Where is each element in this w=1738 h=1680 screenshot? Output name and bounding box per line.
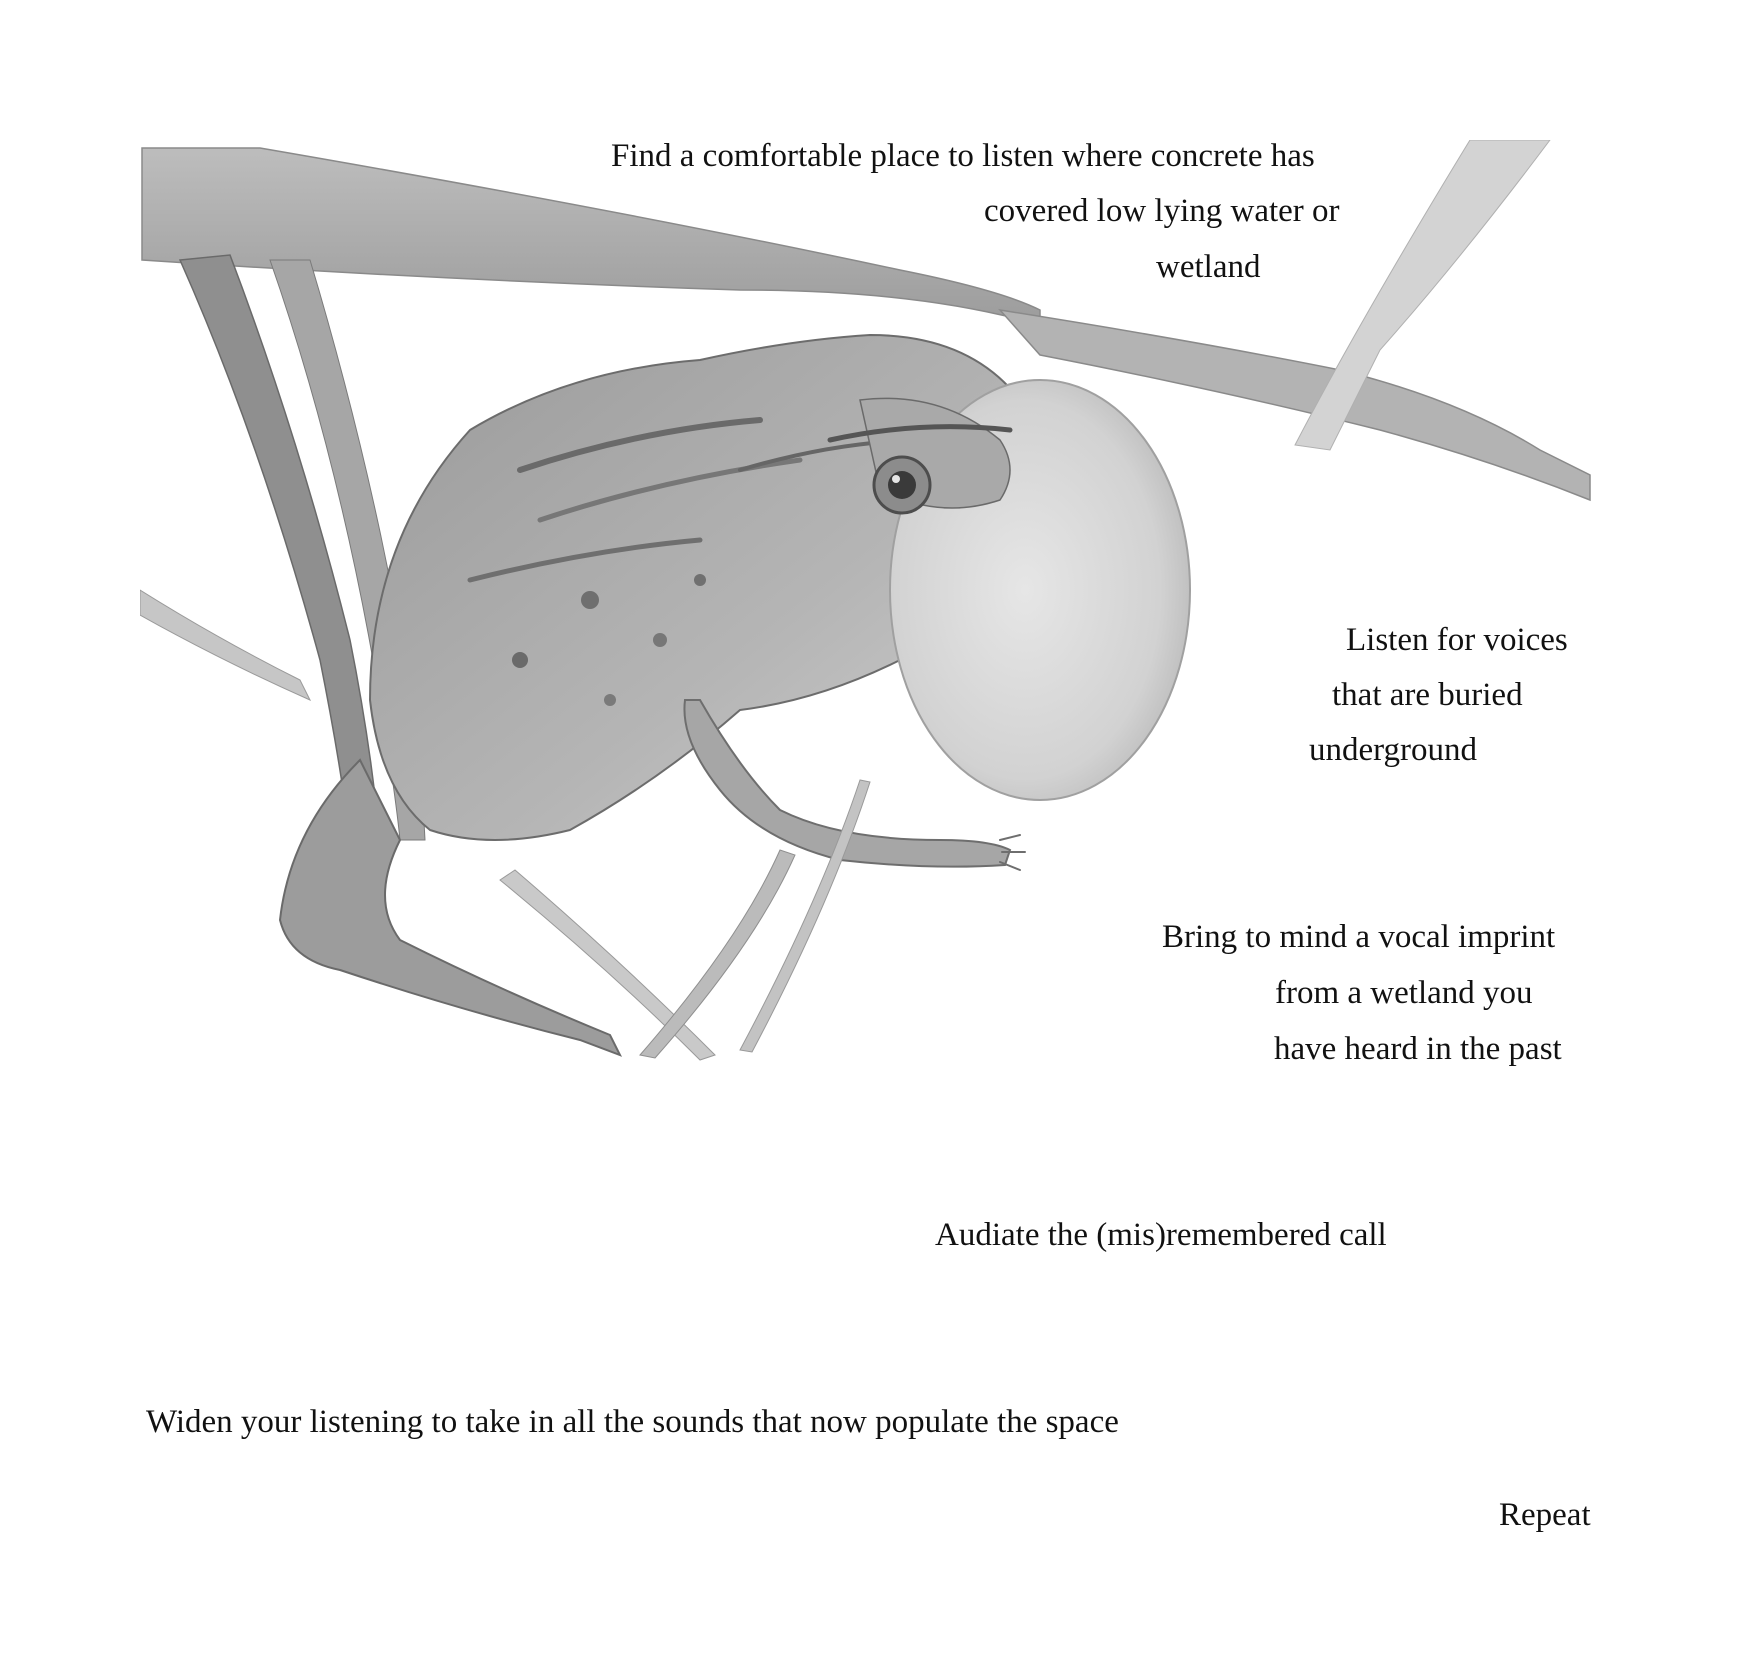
find-place-line-2: covered low lying water or <box>984 193 1340 229</box>
frog-on-reeds-illustration <box>140 140 1610 1180</box>
find-place-line-1: Find a comfortable place to listen where concrete has <box>611 138 1315 174</box>
bring-to-mind-line-2: from a wetland you <box>1275 975 1533 1011</box>
audiate-line: Audiate the (mis)remembered call <box>935 1217 1387 1253</box>
find-place-line-3: wetland <box>1156 249 1261 285</box>
listen-voices-line-3: underground <box>1309 732 1478 768</box>
reed-lower-b <box>640 850 795 1058</box>
reed-lower-a <box>500 870 715 1060</box>
repeat-line: Repeat <box>1499 1497 1591 1533</box>
listen-voices-line-1: Listen for voices <box>1346 622 1568 658</box>
widen-line: Widen your listening to take in all the sounds that now populate the space <box>146 1404 1119 1440</box>
reed-blade-top <box>142 148 1040 325</box>
reed-stem-left <box>180 255 380 840</box>
bring-to-mind-line-3: have heard in the past <box>1274 1031 1562 1067</box>
listen-voices-line-2: that are buried <box>1332 677 1523 713</box>
reed-blade-thin-left <box>140 590 310 700</box>
bring-to-mind-line-1: Bring to mind a vocal imprint <box>1162 919 1556 955</box>
